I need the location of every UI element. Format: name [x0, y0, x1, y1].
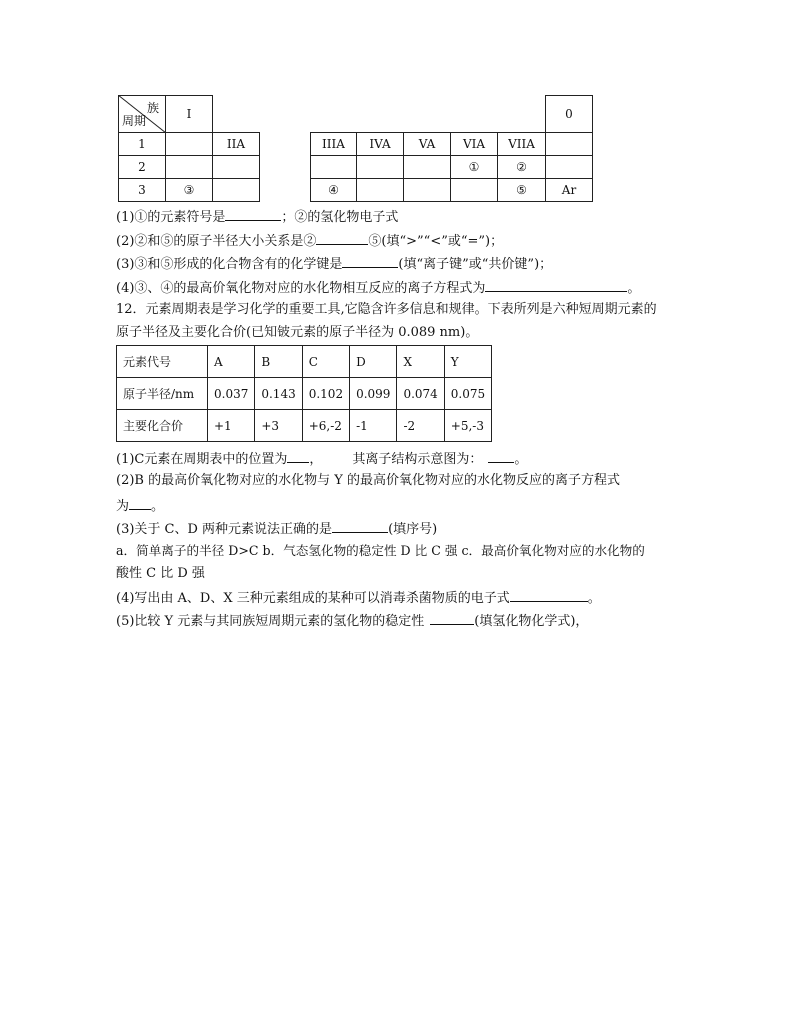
q12-sub-3-options: a．简单离子的半径 D>C b．气态氢化物的稳定性 D 比 C 强 c．最高价氧化物对应的水化物的 — [116, 543, 645, 558]
q12-intro-1: 12．元素周期表是学习化学的重要工具,它隐含许多信息和规律。下表所列是六种短周期元素的 — [116, 302, 657, 317]
element-data-table — [116, 345, 492, 442]
table-cell: 0.074 — [397, 378, 444, 410]
table-cell: B — [255, 346, 302, 378]
cell-1-0 — [545, 132, 593, 156]
table-cell: 0.075 — [444, 378, 491, 410]
cell-2-IVA — [356, 155, 404, 179]
answer-blank — [510, 589, 588, 602]
q12-4-text: (4)写出由 A、D、X 三种元素组成的某种可以消毒杀菌物质的电子式 — [116, 591, 510, 606]
cell-3-IIA — [212, 178, 260, 202]
corner-group-label: 族 — [146, 101, 159, 115]
answer-blank — [287, 450, 309, 463]
answer-blank — [485, 279, 627, 292]
q12-1-text-b: 其离子结构示意图为： — [352, 452, 483, 467]
table-cell: C — [302, 346, 349, 378]
q12-1-end: 。 — [514, 452, 528, 467]
table-cell: -1 — [350, 410, 397, 442]
q1-3-text-b: (填“离子键”或“共价键”)； — [398, 257, 553, 272]
q12-5-text: (5)比较 Y 元素与其同族短周期元素的氢化物的稳定性 — [116, 614, 425, 629]
answer-blank — [316, 232, 368, 245]
q12-intro-2: 原子半径及主要化合价(已知铍元素的原子半径为 0.089 nm)。 — [116, 325, 479, 340]
cell-3-VIA — [450, 178, 498, 202]
period-1-label: 1 — [118, 132, 166, 156]
table-cell: +6,-2 — [302, 410, 349, 442]
q1-line-3 — [116, 255, 552, 273]
q12-sub-4 — [116, 589, 601, 607]
element-mark-5: ⑤ — [497, 178, 546, 202]
cell-1-I — [165, 132, 213, 156]
q12-5-text-b: (填氢化物化学式)， — [474, 614, 589, 629]
table-cell: Y — [444, 346, 491, 378]
table-row — [117, 410, 492, 442]
q1-1-text-b: ；②的氢化物电子式 — [281, 210, 399, 225]
q12-3-text: (3)关于 C、D 两种元素说法正确的是 — [116, 522, 333, 537]
period-2-label: 2 — [118, 155, 166, 179]
q1-line-2 — [116, 232, 503, 250]
q1-line-4 — [116, 279, 640, 297]
table-cell: 0.037 — [208, 378, 255, 410]
table-cell: 0.143 — [255, 378, 302, 410]
table-cell: +1 — [208, 410, 255, 442]
cell-3-VA — [403, 178, 451, 202]
period-3-label: 3 — [118, 178, 166, 202]
table-cell: 元素代号 — [117, 346, 208, 378]
table-cell: D — [350, 346, 397, 378]
q1-2-text-b: ⑤(填“>”“<”或“=”)； — [368, 234, 504, 249]
table-cell: -2 — [397, 410, 444, 442]
answer-blank — [488, 450, 514, 463]
q12-1-comma: ， — [309, 452, 323, 467]
q12-2-end: 。 — [151, 499, 165, 514]
q12-sub-1 — [116, 450, 527, 468]
q1-1-text: (1)①的元素符号是 — [116, 210, 226, 225]
cell-2-IIA — [212, 155, 260, 179]
element-ar: Ar — [545, 178, 593, 202]
q12-sub-3 — [116, 520, 437, 538]
q1-3-text: (3)③和⑤形成的化合物含有的化学键是 — [116, 257, 343, 272]
cell-2-IIIA — [310, 155, 357, 179]
q12-sub-2-cont — [116, 497, 164, 515]
answer-blank — [430, 612, 474, 625]
group-IIIA-header: IIIA — [310, 132, 357, 156]
group-VA-header: VA — [403, 132, 451, 156]
q12-sub-5 — [116, 612, 588, 630]
answer-blank — [342, 255, 398, 268]
answer-blank — [225, 208, 281, 221]
q12-2-text: 为 — [116, 499, 130, 514]
element-mark-3: ③ — [165, 178, 213, 202]
q12-3-text-b: (填序号) — [388, 522, 438, 537]
table-cell: A — [208, 346, 255, 378]
table-cell: 原子半径/nm — [117, 378, 208, 410]
q1-4-text-b: 。 — [627, 281, 641, 296]
table-row — [117, 346, 492, 378]
corner-period-label: 周期 — [122, 114, 147, 128]
element-mark-1: ① — [450, 155, 498, 179]
cell-2-VA — [403, 155, 451, 179]
q12-4-end: 。 — [587, 591, 601, 606]
cell-2-I — [165, 155, 213, 179]
q1-2-text: (2)②和⑤的原子半径大小关系是② — [116, 234, 317, 249]
table-cell: 0.099 — [350, 378, 397, 410]
table-cell: X — [397, 346, 444, 378]
q12-1-text: (1)C元素在周期表中的位置为 — [116, 452, 288, 467]
cell-3-IVA — [356, 178, 404, 202]
group-VIIA-header: VIIA — [497, 132, 546, 156]
table-cell: 0.102 — [302, 378, 349, 410]
group-VIA-header: VIA — [450, 132, 498, 156]
group-IIA-header: IIA — [212, 132, 260, 156]
table-cell: +3 — [255, 410, 302, 442]
element-mark-2: ② — [497, 155, 546, 179]
group-IVA-header: IVA — [356, 132, 404, 156]
element-mark-4: ④ — [310, 178, 357, 202]
q1-4-text: (4)③、④的最高价氧化物对应的水化物相互反应的离子方程式为 — [116, 281, 486, 296]
group-0-header: 0 — [545, 95, 593, 133]
table-cell: +5,-3 — [444, 410, 491, 442]
group-I-header: I — [165, 95, 213, 133]
table-cell: 主要化合价 — [117, 410, 208, 442]
cell-2-0 — [545, 155, 593, 179]
q1-line-1 — [116, 208, 398, 226]
corner-cell — [118, 95, 166, 133]
table-row — [117, 378, 492, 410]
q12-sub-3-options-cont: 酸性 C 比 D 强 — [116, 566, 205, 581]
q12-sub-2: (2)B 的最高价氧化物对应的水化物与 Y 的最高价氧化物对应的水化物反应的离子方程式 — [116, 473, 620, 488]
answer-blank — [332, 520, 388, 533]
answer-blank — [129, 497, 151, 510]
